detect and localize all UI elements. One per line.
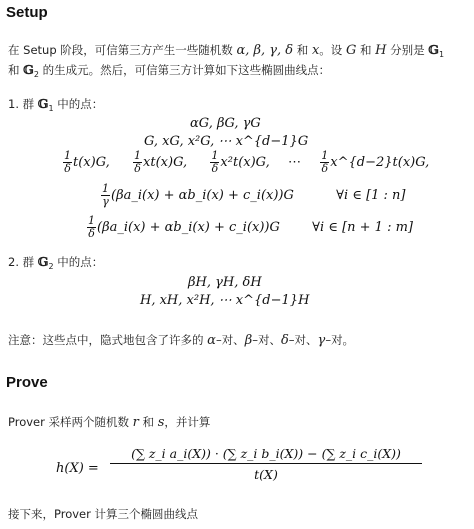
- frac-num: 1: [64, 149, 71, 162]
- setup-intro-line-1: [8, 42, 444, 59]
- g1-row-3-term-2: xt(x)G,: [143, 155, 188, 170]
- frac-num: 1: [321, 149, 329, 162]
- intro-group-G2-sub: 2: [33, 70, 39, 79]
- hx-num-term-a: (∑ z_i a_i(X)): [131, 446, 211, 461]
- setup-heading: Setup: [6, 4, 48, 21]
- intro-text-and-2: 和: [356, 43, 376, 57]
- g1-row-1: αG, βG, γG: [190, 116, 261, 131]
- frac-den: δ: [64, 162, 71, 175]
- g2-row-2: H, xH, x²H, ⋯ x^{d−1}H: [140, 293, 310, 308]
- g1-row-3-term-5: x^{d−2}t(x)G,: [330, 155, 430, 170]
- intro-x-var: x: [311, 43, 320, 58]
- g1-row-2: [144, 134, 308, 149]
- note-text-5: –对。: [325, 333, 355, 347]
- g1-row-2-text: G, xG, x²G, ⋯ x^{d−1}G: [144, 134, 309, 149]
- note-text-1: 注意：这些点中，隐式地包含了许多的: [8, 333, 208, 347]
- intro-text-3: 分别是: [386, 43, 429, 57]
- frac-1-over-delta: [63, 150, 72, 175]
- frac-num: 1: [88, 214, 95, 227]
- group1-label-post: 中的点：: [53, 97, 104, 111]
- hx-num-minus: −: [303, 446, 322, 461]
- g1-row-5-expr: (βa_i(x) + αb_i(x) + c_i(x))G: [97, 220, 280, 235]
- g1-row-3-term-1: t(x)G,: [73, 155, 110, 170]
- frac-1-over-delta: [210, 150, 219, 175]
- hx-num-dot: ·: [210, 446, 223, 461]
- g1-row-3-term-3: x²t(x)G,: [220, 155, 270, 170]
- prove-intro-line: [8, 414, 210, 430]
- note-text-3: –对、: [252, 333, 281, 347]
- frac-1-over-delta: [320, 150, 329, 175]
- group2-label-sub: 2: [48, 262, 54, 271]
- frac-den: γ: [102, 195, 109, 208]
- note-text-4: –对、: [288, 333, 318, 347]
- note-alpha: α: [207, 333, 216, 348]
- hx-lhs: h(X) =: [56, 461, 99, 476]
- g1-row-5: [86, 215, 413, 240]
- group2-label-symbol: 𝔾: [37, 254, 49, 269]
- note-text-2: –对、: [215, 333, 245, 347]
- prove-heading: Prove: [6, 374, 48, 391]
- group1-label-symbol: 𝔾: [37, 96, 49, 111]
- g1-row-5-range: ∀i ∈ [n + 1 : m]: [312, 220, 413, 235]
- frac-den: δ: [211, 162, 219, 175]
- group2-label-pre: 2. 群: [8, 255, 38, 269]
- prove-next-line: 接下来，Prover 计算三个椭圆曲线点: [8, 507, 199, 521]
- prove-text-2: ，并计算: [164, 415, 211, 429]
- group2-label: [8, 254, 103, 271]
- group2-label-post: 中的点：: [53, 255, 104, 269]
- prove-text-1: Prover 采样两个随机数: [8, 415, 133, 429]
- g1-row-3-ellipsis: ⋯: [288, 155, 301, 170]
- group1-label-pre: 1. 群: [8, 97, 38, 111]
- frac-1-over-delta: [87, 215, 96, 240]
- g1-row-4-expr: (βa_i(x) + αb_i(x) + c_i(x))G: [111, 188, 294, 203]
- group1-label-sub: 1: [48, 104, 54, 113]
- intro-G-var: G: [345, 43, 357, 58]
- g2-row-1: βH, γH, δH: [188, 275, 262, 290]
- frac-num: 1: [211, 149, 219, 162]
- intro-text-1: 在 Setup 阶段，可信第三方产生一些随机数: [8, 43, 237, 57]
- group1-label: [8, 96, 103, 113]
- intro-text-5: 的生成元。然后，可信第三方计算如下这些椭圆曲线点：: [38, 63, 331, 77]
- hx-num-term-c: (∑ z_i c_i(X)): [321, 446, 401, 461]
- intro-H-var: H: [375, 43, 387, 58]
- note-delta: δ: [280, 333, 289, 348]
- g1-row-4-range: ∀i ∈ [1 : n]: [336, 188, 406, 203]
- frac-den: δ: [134, 162, 141, 175]
- hx-numerator: [110, 446, 422, 464]
- intro-text-4: 和: [8, 63, 24, 77]
- prove-text-and: 和: [138, 415, 158, 429]
- intro-random-vars: α, β, γ, δ: [236, 43, 294, 58]
- frac-1-over-delta: [133, 150, 142, 175]
- intro-text-and: 和: [293, 43, 312, 57]
- frac-num: 1: [134, 149, 142, 162]
- prove-s-var: s: [157, 415, 165, 430]
- hx-num-term-b: (∑ z_i b_i(X)): [222, 446, 304, 461]
- g1-row-4: [100, 183, 406, 208]
- g1-row-3: [62, 150, 429, 175]
- hx-fraction: [110, 446, 422, 482]
- frac-num: 1: [102, 182, 109, 195]
- intro-group-G2: 𝔾: [23, 62, 34, 77]
- frac-den: δ: [88, 227, 95, 240]
- frac-den: δ: [321, 162, 329, 175]
- note-beta: β: [244, 333, 253, 348]
- intro-text-2: 。设: [319, 43, 346, 57]
- intro-group-G1: 𝔾: [428, 42, 439, 57]
- frac-1-over-gamma: [101, 183, 110, 208]
- note-line: [8, 332, 354, 348]
- prove-r-var: r: [132, 415, 139, 430]
- hx-denominator: t(X): [254, 467, 278, 482]
- intro-group-G1-sub: 1: [438, 50, 445, 59]
- note-gamma: γ: [317, 333, 326, 348]
- setup-intro-line-2: [8, 62, 330, 79]
